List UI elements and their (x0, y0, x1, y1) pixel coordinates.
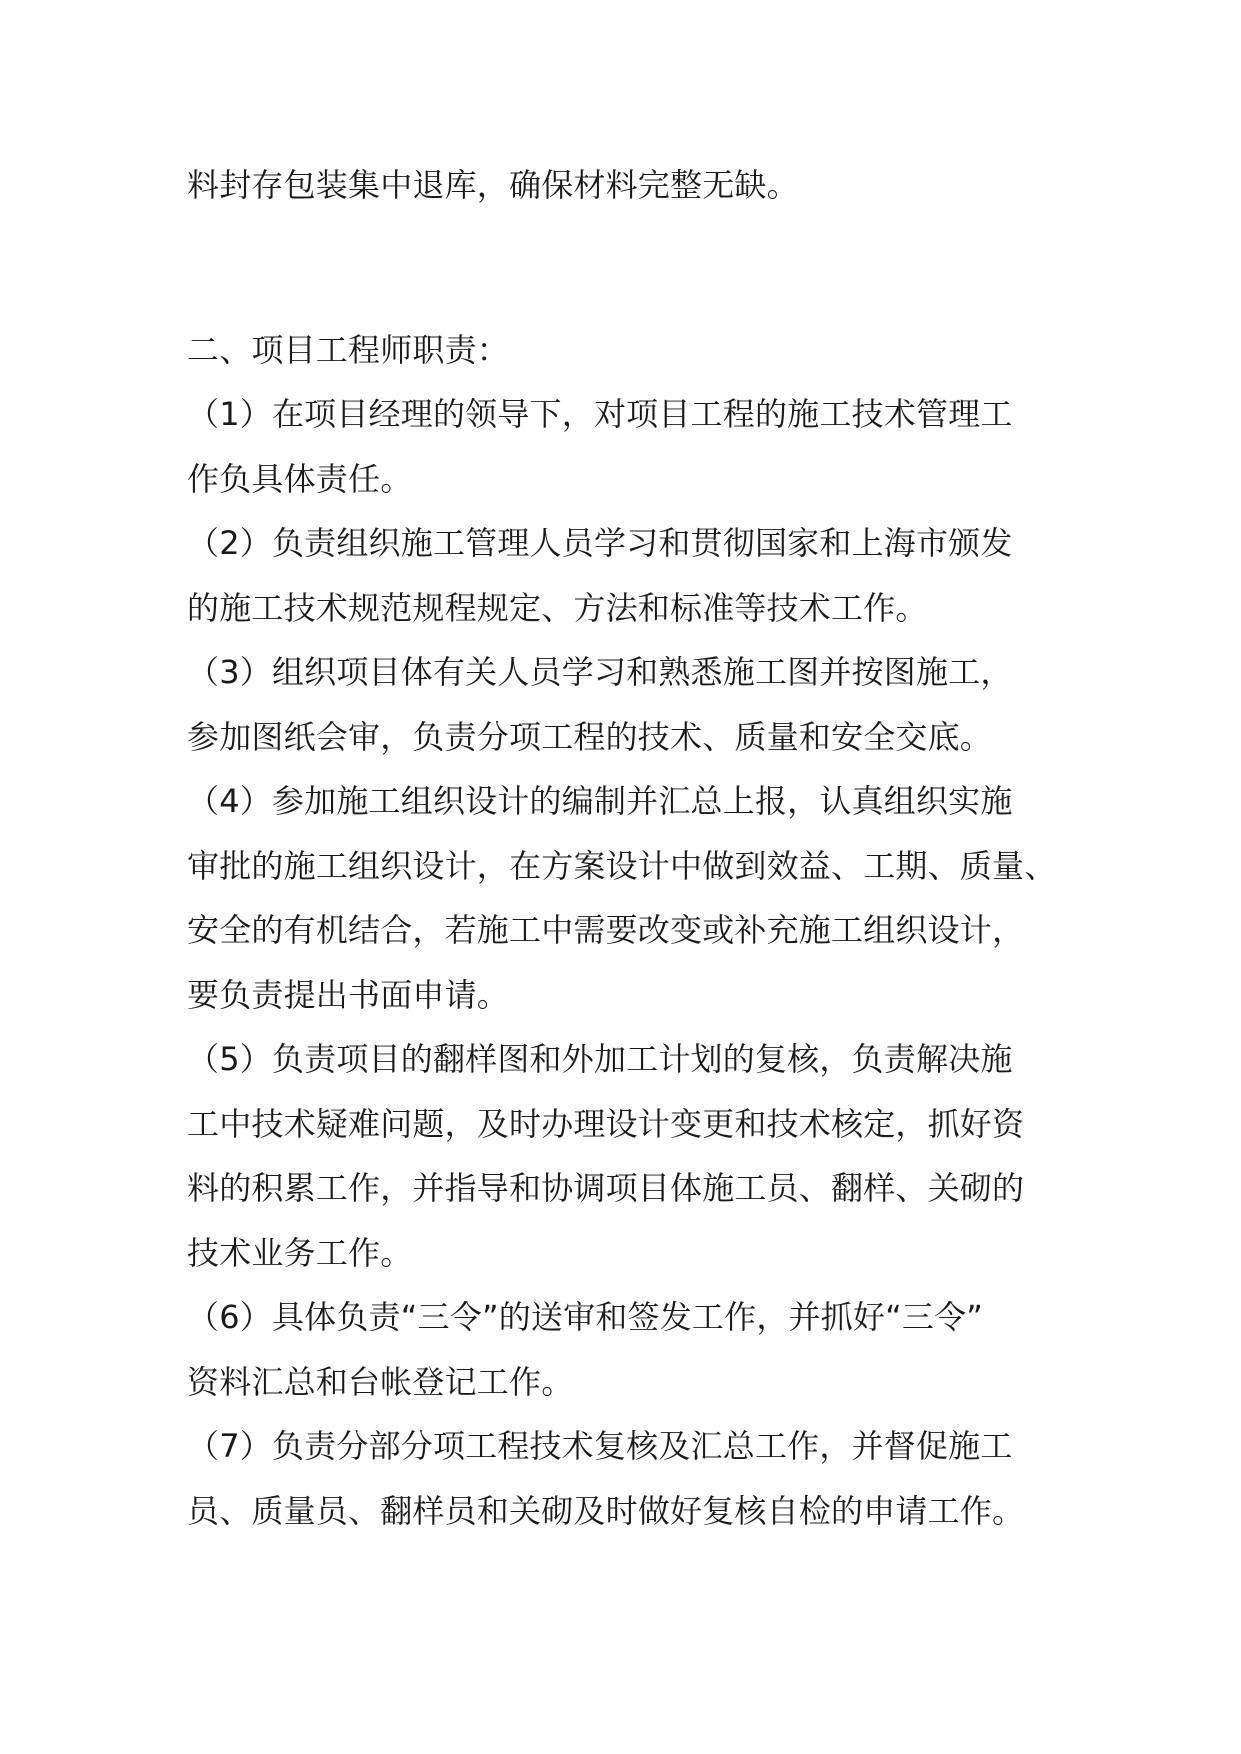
continuation-text: 料封存包装集中退库，确保材料完整无缺。 (187, 166, 799, 204)
duty-item-7-line-2: 员、质量员、翻样员和关砌及时做好复核自检的申请工作。 (187, 1492, 1025, 1530)
duty-item-2-line-2: 的施工技术规范规程规定、方法和标准等技术工作。 (187, 589, 928, 627)
duty-item-4-line-4: 要负责提出书面申请。 (187, 976, 510, 1014)
duty-item-3-line-1: （3）组织项目体有关人员学习和熟悉施工图并按图施工， (187, 653, 1013, 691)
duty-item-4-line-3: 安全的有机结合，若施工中需要改变或补充施工组织设计， (187, 911, 1025, 949)
duty-item-6-line-2: 资料汇总和台帐登记工作。 (187, 1363, 574, 1401)
section-heading: 二、项目工程师职责： (187, 331, 510, 369)
duty-item-2-line-1: （2）负责组织施工管理人员学习和贯彻国家和上海市颁发 (187, 524, 1013, 562)
duty-item-5-line-4: 技术业务工作。 (187, 1234, 413, 1272)
duty-item-6-line-1: （6）具体负责“三令”的送审和签发工作，并抓好“三令” (187, 1298, 984, 1336)
duty-item-5-line-3: 料的积累工作，并指导和协调项目体施工员、翻样、关砌的 (187, 1169, 1025, 1207)
duty-item-7-line-1: （7）负责分部分项工程技术复核及汇总工作，并督促施工 (187, 1427, 1013, 1465)
duty-item-1-line-2: 作负具体责任。 (187, 460, 413, 498)
duty-item-5-line-2: 工中技术疑难问题，及时办理设计变更和技术核定，抓好资 (187, 1105, 1025, 1143)
duty-item-5-line-1: （5）负责项目的翻样图和外加工计划的复核，负责解决施 (187, 1040, 1013, 1078)
duty-item-4-line-2: 审批的施工组织设计，在方案设计中做到效益、工期、质量、 (187, 847, 1057, 885)
duty-item-4-line-1: （4）参加施工组织设计的编制并汇总上报，认真组织实施 (187, 782, 1013, 820)
duty-item-3-line-2: 参加图纸会审，负责分项工程的技术、质量和安全交底。 (187, 718, 993, 756)
duty-item-1-line-1: （1）在项目经理的领导下，对项目工程的施工技术管理工 (187, 395, 1013, 433)
